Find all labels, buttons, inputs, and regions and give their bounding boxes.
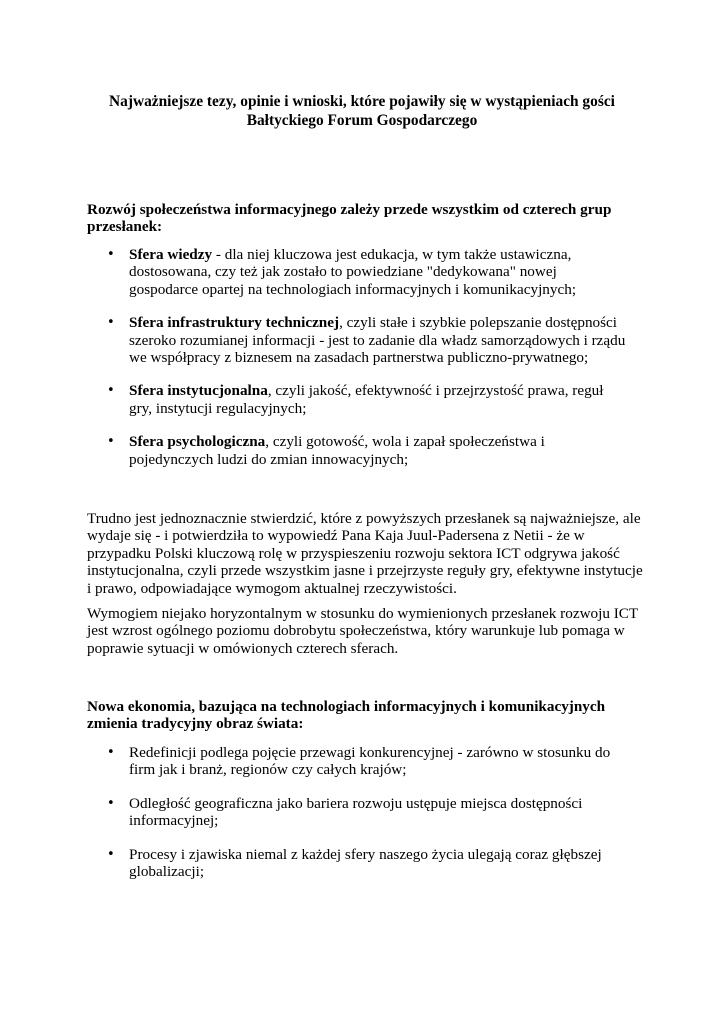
document-title-line-2: Bałtyckiego Forum Gospodarczego xyxy=(246,111,478,129)
paragraph-2: Wymogiem niejako horyzontalnym w stosunku do wymienionych przesłanek rozwoju ICT jest wzrost ogólnego poziomu dobrobytu społeczeństwa, który warunkuje lub pomaga w poprawie sytuacji w omówionych czterech sferach. xyxy=(87,605,638,657)
document-title-line-1: Najważniejsze tezy, opinie i wnioski, które pojawiły się w wystąpieniach gości xyxy=(109,93,615,110)
list-item xyxy=(0,433,629,468)
list-item xyxy=(0,846,629,881)
list-item-term: Sfera instytucjonalna xyxy=(129,382,268,400)
list-item xyxy=(0,382,629,417)
section-1-list xyxy=(0,246,629,484)
section-2-list xyxy=(0,744,629,896)
list-item xyxy=(0,744,629,779)
section-1-heading: Rozwój społeczeństwa informacyjnego zależy przede wszystkim od czterech grup przesłanek: xyxy=(87,201,612,236)
bullet-icon: • xyxy=(107,315,115,331)
bullet-icon: • xyxy=(107,383,115,399)
list-item-text: , czyli gotowość, wola i zapał społeczeństwa i pojedynczych ludzi do zmian innowacyjnych; xyxy=(129,433,545,468)
list-item-text: Odległość geograficzna jako bariera rozwoju ustępuje miejsca dostępności informacyjnej; xyxy=(129,794,583,830)
list-item xyxy=(0,795,629,830)
list-item-text: - dla niej kluczowa jest edukacja, w tym także ustawiczna, dostosowana, czy też jak zostało to powiedziane "dedykowana" nowej gospodarce opartej na technologiach informacyjnych i komunikacyjnych; xyxy=(129,246,577,298)
document-title xyxy=(60,93,664,130)
bullet-icon: • xyxy=(107,247,115,262)
list-item-term: Sfera wiedzy xyxy=(129,246,213,263)
list-item-term: Sfera infrastruktury technicznej xyxy=(129,314,340,332)
list-item-text: Procesy i zjawiska niemal z każdej sfery naszego życia ulegają coraz głębszej globalizacji; xyxy=(129,845,602,881)
list-item xyxy=(0,314,629,366)
bullet-icon: • xyxy=(107,795,115,811)
list-item-text: , czyli jakość, efektywność i przejrzystość prawa, reguł gry, instytucji regulacyjnych; xyxy=(129,382,604,417)
paragraph-1: Trudno jest jednoznacznie stwierdzić, które z powyższych przesłanek są najważniejsze, ale wydaje się - i potwierdziła to wypowiedź Pana Kaja Juul-Padersena z Netii - że w przypadku Polski kluczową rolę w przyspieszeniu rozwoju sektora ICT odgrywa jakość instytucjonalna, czyli przede wszystkim jasne i przejrzyste reguły gry, efektywne instytucje i prawo, odpowiadające wymogom aktualnej rzeczywistości. xyxy=(87,510,643,597)
list-item-text: , czyli stałe i szybkie polepszanie dostępności szeroko rozumianej informacji - jest to zadanie dla władz samorządowych i rządu we współpracy z biznesem na zasadach partnerstwa publiczno-prywatnego; xyxy=(129,314,626,367)
bullet-icon: • xyxy=(107,745,115,760)
list-item xyxy=(0,246,629,298)
list-item-text: Redefinicji podlega pojęcie przewagi konkurencyjnej - zarówno w stosunku do firm jak i branż, regionów czy całych krajów; xyxy=(129,744,611,779)
bullet-icon: • xyxy=(107,846,115,862)
section-2-heading: Nowa ekonomia, bazująca na technologiach informacyjnych i komunikacyjnych zmienia tradycyjny obraz świata: xyxy=(87,698,606,733)
bullet-icon: • xyxy=(107,434,115,450)
list-item-term: Sfera psychologiczna xyxy=(129,433,266,451)
